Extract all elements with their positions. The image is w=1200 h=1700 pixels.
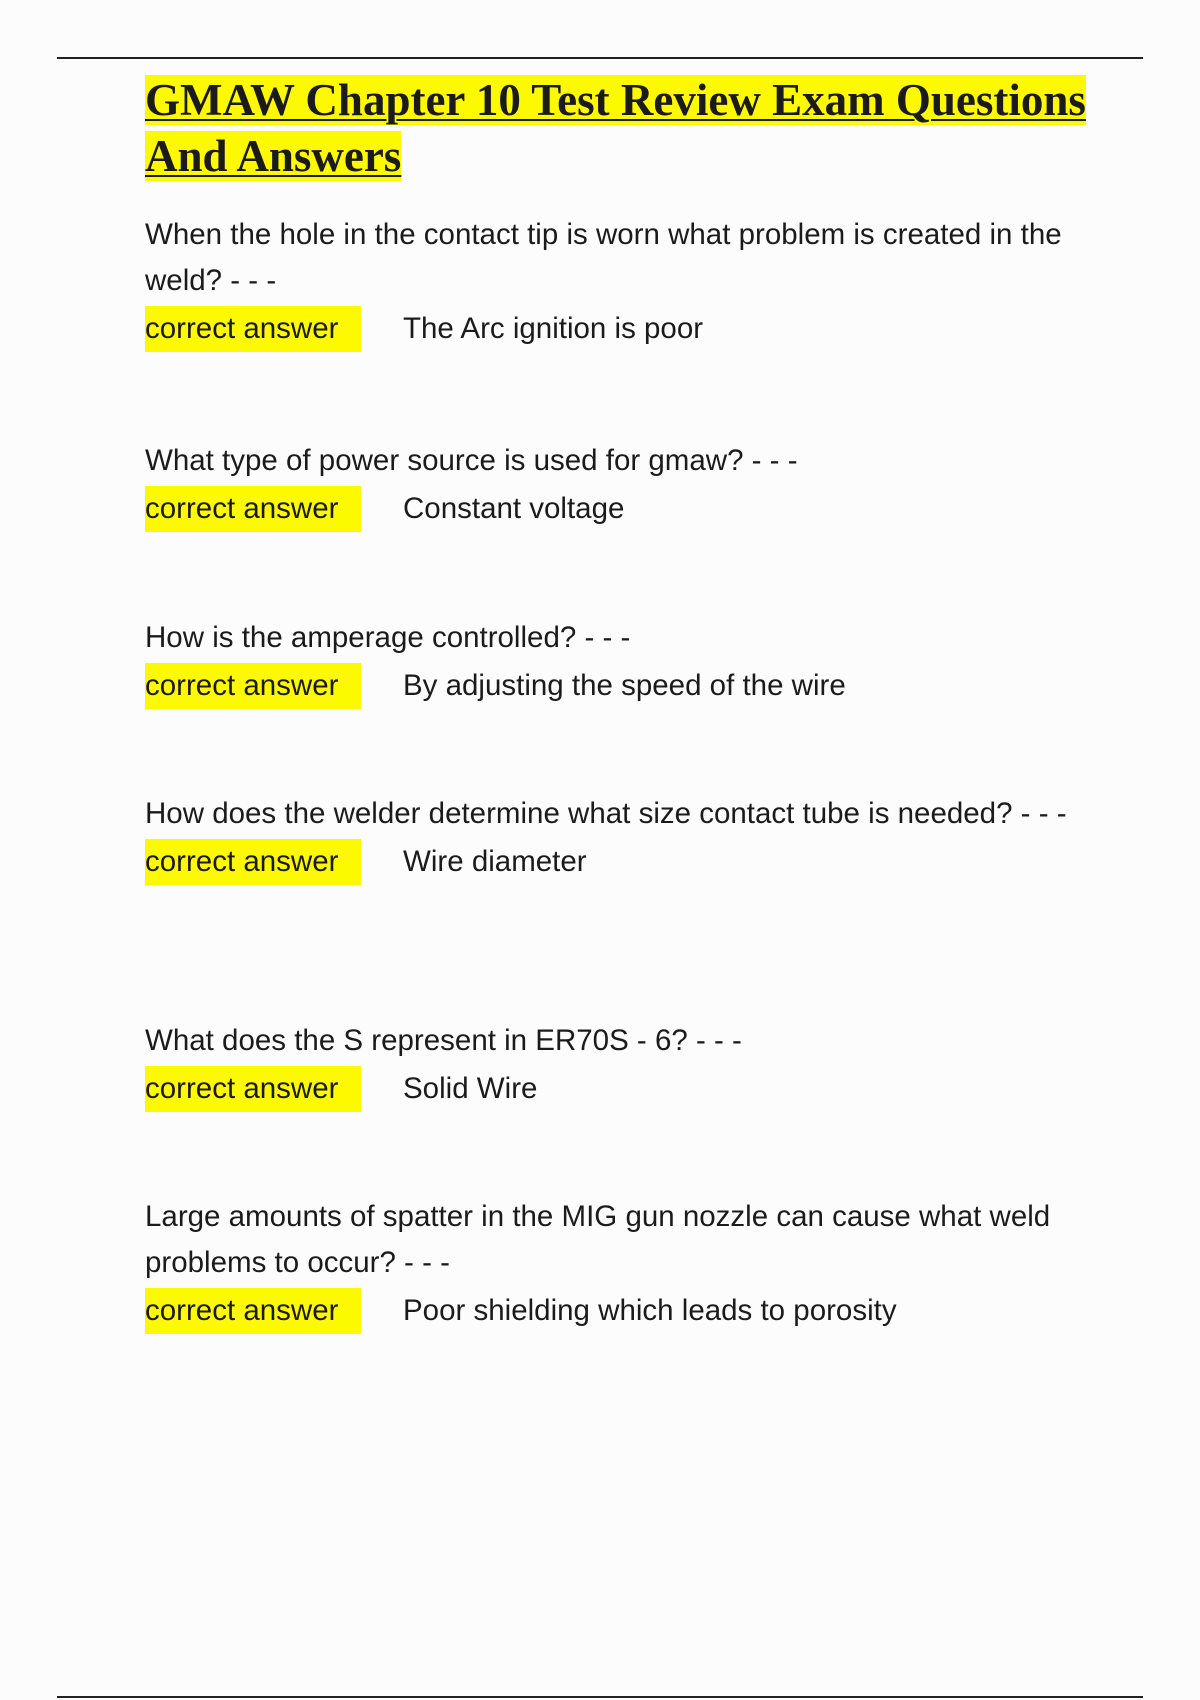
answer-label: correct answer <box>145 486 361 532</box>
question-text: What does the S represent in ER70S - 6? - - - <box>145 1024 742 1057</box>
question-text: What type of power source is used for gmaw? - - - <box>145 444 798 477</box>
answer-text: Wire diameter <box>403 845 587 878</box>
answer-text: Solid Wire <box>403 1072 538 1105</box>
document-body <box>145 72 1095 1327</box>
qa-block-3 <box>145 615 1095 709</box>
qa-block-6 <box>145 1194 1095 1334</box>
answer-line <box>145 839 1095 885</box>
document-title <box>145 72 1095 184</box>
question-text: When the hole in the contact tip is worn what problem is created in the weld? - - - <box>145 218 1062 297</box>
bottom-rule <box>57 1696 1143 1698</box>
answer-text: The Arc ignition is poor <box>403 312 704 345</box>
top-rule <box>57 57 1143 59</box>
answer-label: correct answer <box>145 839 361 885</box>
title-text: GMAW Chapter 10 Test Review Exam Questions And Answers <box>145 75 1086 181</box>
answer-line <box>145 1066 1095 1112</box>
answer-line <box>145 663 1095 709</box>
question-text: How does the welder determine what size contact tube is needed? - - - <box>145 797 1067 830</box>
answer-label: correct answer <box>145 306 361 352</box>
answer-line <box>145 486 1095 532</box>
answer-text: Constant voltage <box>403 492 625 525</box>
qa-block-4 <box>145 791 1095 885</box>
qa-block-2 <box>145 438 1095 532</box>
qa-block-1 <box>145 212 1095 352</box>
question-text: How is the amperage controlled? - - - <box>145 621 631 654</box>
answer-line <box>145 306 1095 352</box>
answer-label: correct answer <box>145 1288 361 1334</box>
answer-text: Poor shielding which leads to porosity <box>403 1294 897 1327</box>
answer-text: By adjusting the speed of the wire <box>403 669 846 702</box>
answer-label: correct answer <box>145 1066 361 1112</box>
question-text: Large amounts of spatter in the MIG gun nozzle can cause what weld problems to occur? - - - <box>145 1200 1051 1279</box>
qa-block-5 <box>145 1018 1095 1112</box>
answer-label: correct answer <box>145 663 361 709</box>
answer-line <box>145 1288 1095 1334</box>
